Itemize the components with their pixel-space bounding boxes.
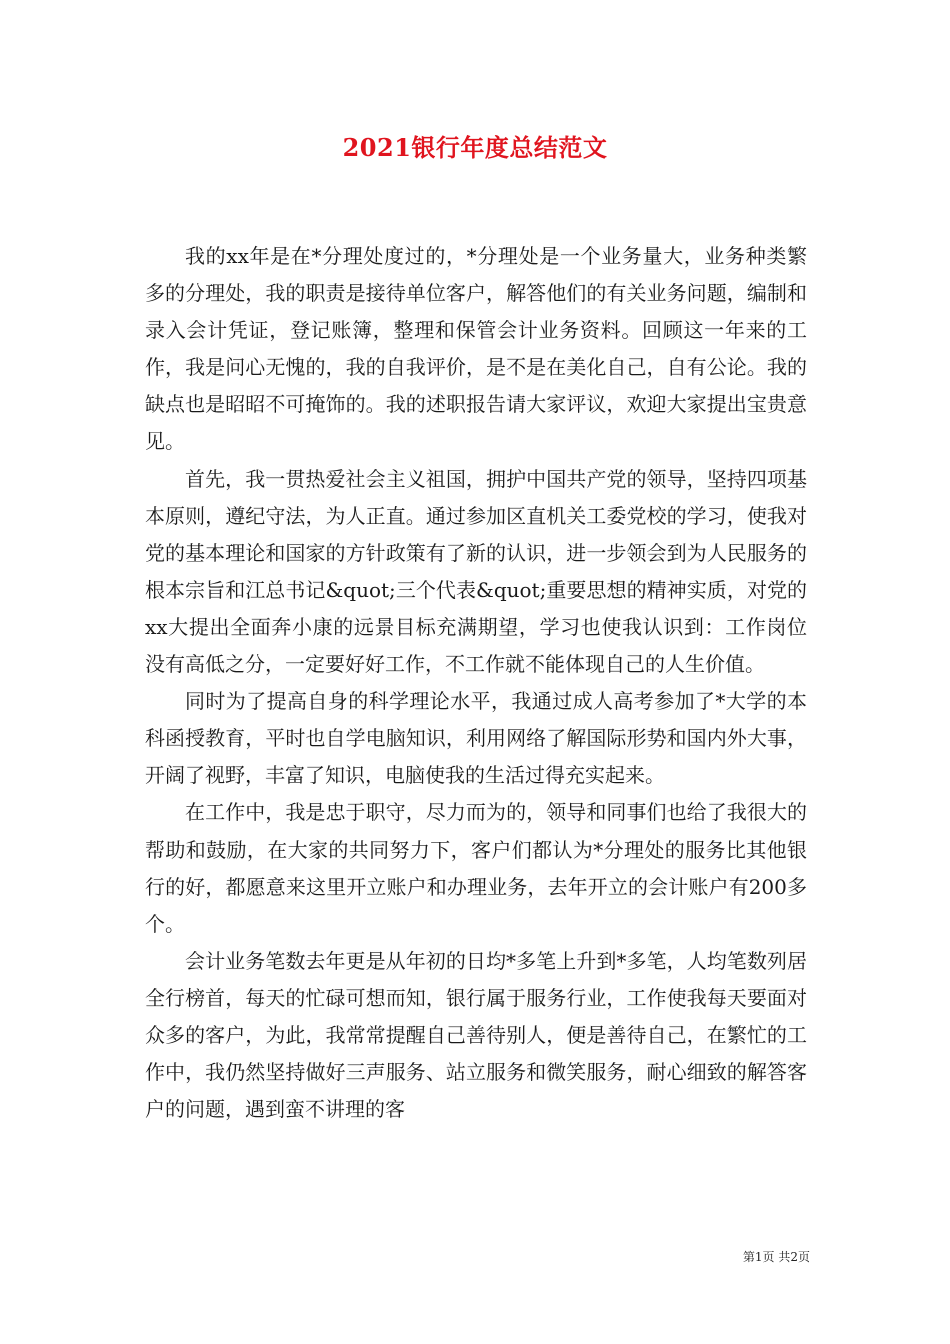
- document-body: [145, 238, 807, 1128]
- page-number-footer: 第1页 共2页: [742, 1250, 810, 1264]
- paragraph-2: 首先，我一贯热爱社会主义祖国，拥护中国共产党的领导，坚持四项基本原则，遵纪守法，为人正直。通过参加区直机关工委党校的学习，使我对党的基本理论和国家的方针政策有了新的认识，进一步领会到为人民服务的根本宗旨和江总书记&quot;三个代表&quot;重要思想的精神实质，对党的xx大提出全面奔小康的远景目标充满期望，学习也使我认识到：工作岗位没有高低之分，一定要好好工作，不工作就不能体现自己的人生价值。: [145, 466, 807, 677]
- paragraph-3: 同时为了提高自身的科学理论水平，我通过成人高考参加了*大学的本科函授教育，平时也自学电脑知识，利用网络了解国际形势和国内外大事，开阔了视野，丰富了知识，电脑使我的生活过得充实起来。: [145, 689, 807, 788]
- document-title: 2021银行年度总结范文: [342, 133, 608, 162]
- paragraph-1: 我的xx年是在*分理处度过的，*分理处是一个业务量大，业务种类繁多的分理处，我的职责是接待单位客户，解答他们的有关业务问题，编制和录入会计凭证，登记账簿，整理和保管会计业务资料。回顾这一年来的工作，我是问心无愧的，我的自我评价，是不是在美化自己，自有公论。我的缺点也是昭昭不可掩饰的。我的述职报告请大家评议，欢迎大家提出宝贵意见。: [145, 244, 807, 454]
- paragraph-5: 会计业务笔数去年更是从年初的日均*多笔上升到*多笔，人均笔数列居全行榜首，每天的忙碌可想而知，银行属于服务行业，工作使我每天要面对众多的客户，为此，我常常提醒自己善待别人，便是善待自己，在繁忙的工作中，我仍然坚持做好三声服务、站立服务和微笑服务，耐心细致的解答客户的问题，遇到蛮不讲理的客: [145, 948, 807, 1122]
- paragraph-4: 在工作中，我是忠于职守，尽力而为的，领导和同事们也给了我很大的帮助和鼓励，在大家的共同努力下，客户们都认为*分理处的服务比其他银行的好，都愿意来这里开立账户和办理业务，去年开立的会计账户有200多个。: [145, 800, 807, 936]
